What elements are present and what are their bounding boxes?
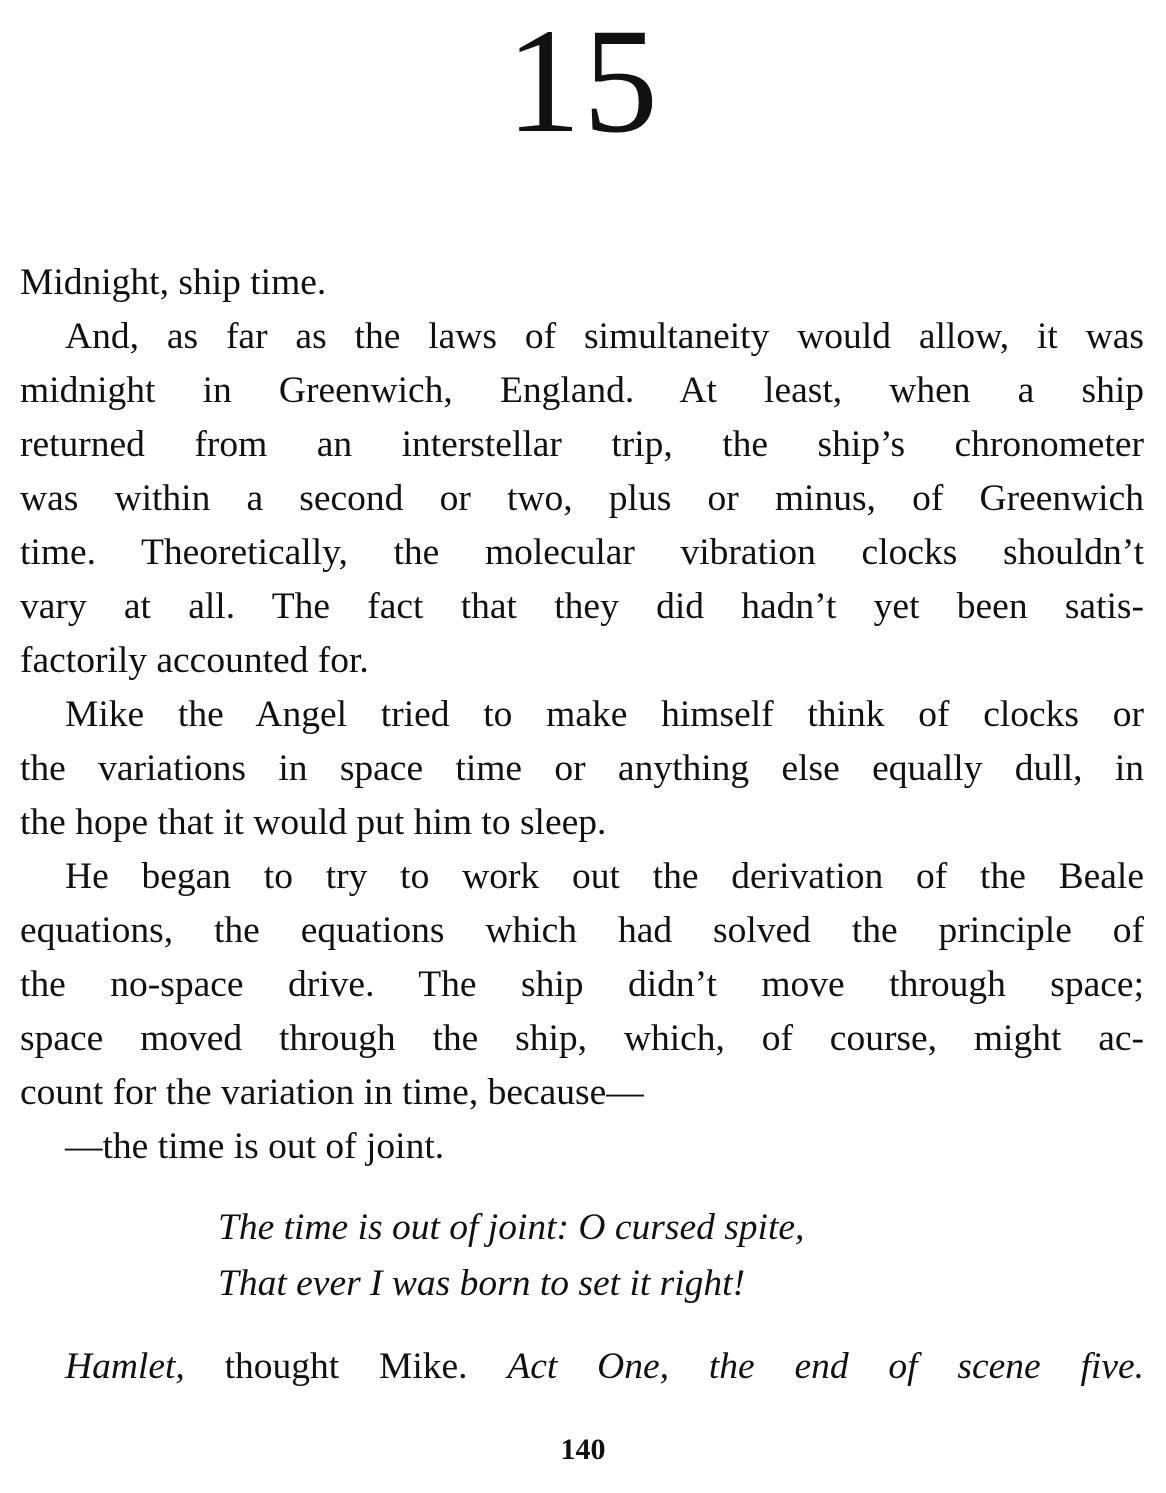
text-line: returned from an interstellar trip, the ship’s chronometer [20,424,1144,465]
text-line: factorily accounted for. [20,640,369,681]
chapter-number: 15 [506,0,660,164]
closing-roman: thought Mike. [184,1346,508,1387]
text-line: Midnight, ship time. [20,262,327,303]
verse-line: That ever I was born to set it right! [218,1263,746,1304]
text-line: space moved through the ship, which, of course, might ac- [20,1018,1144,1059]
text-line: And, as far as the laws of simultaneity would allow, it was [65,316,1144,357]
text-line: was within a second or two, plus or minus, of Greenwich [20,478,1144,519]
verse-quote [218,1200,1018,1312]
text-line: vary at all. The fact that they did hadn’t yet been satis- [20,586,1144,627]
verse-line: The time is out of joint: O cursed spite, [218,1207,805,1248]
closing-italic-act: Act One, the end of scene five. [507,1346,1144,1387]
closing-line [65,1340,1144,1394]
text-line: equations, the equations which had solved the principle of [20,910,1144,951]
text-line: time. Theoretically, the molecular vibration clocks shouldn’t [20,532,1144,573]
text-line: He began to try to work out the derivation of the Beale [65,856,1144,897]
text-line: midnight in Greenwich, England. At least, when a ship [20,370,1144,411]
body-text [20,256,1144,1174]
text-line: count for the variation in time, because— [20,1072,644,1113]
text-line: the variations in space time or anything else equally dull, in [20,748,1144,789]
text-line: Mike the Angel tried to make himself think of clocks or [65,694,1144,735]
text-line: the no-space drive. The ship didn’t move through space; [20,964,1144,1005]
text-line: the hope that it would put him to sleep. [20,802,607,843]
text-line: —the time is out of joint. [65,1126,445,1167]
page-number: 140 [560,1433,606,1466]
closing-italic-hamlet: Hamlet, [65,1346,185,1387]
